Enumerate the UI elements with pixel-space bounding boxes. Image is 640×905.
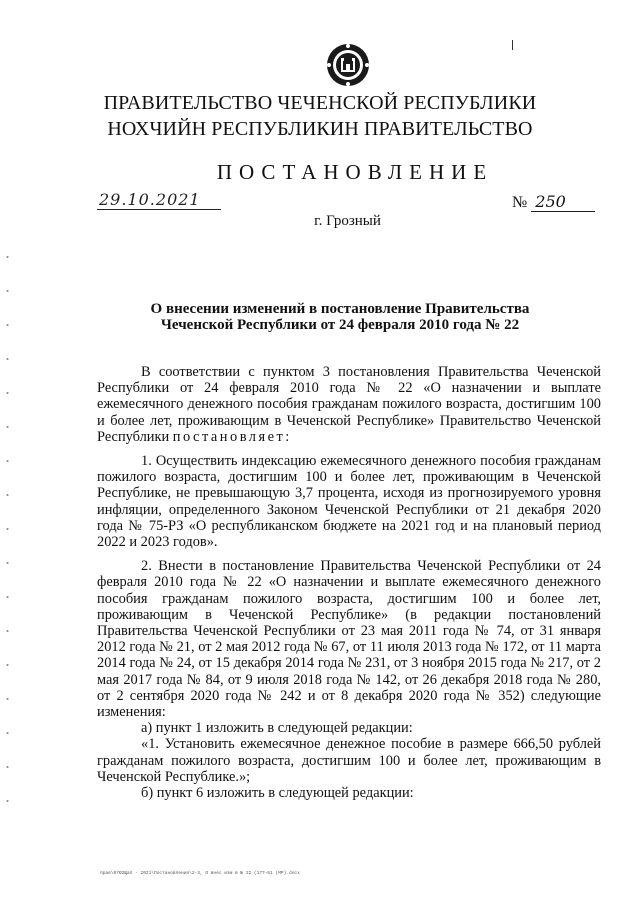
- republic-emblem-icon: [325, 42, 371, 88]
- item-2-paragraph: 2. Внести в постановление Правительства Чеченской Республики от 24 февраля 2010 года № 22 «О назначении и выплате ежемесячного денежного пособия гражданам пожилого возраста, достигшим 100 и более лет, проживающим в Чеченской Республике» (в редакции постановлений Правительства Чеченской Республики от 23 мая 2011 года № 74, от 31 января 2012 года № 21, от 2 мая 2012 года № 67, от 11 июля 2013 года № 172, от 11 марта 2014 года № 24, от 15 декабря 2014 года № 231, от 3 ноября 2015 года № 217, от 2 мая 2017 года № 84, от 9 июля 2018 года № 142, от 26 декабря 2018 года № 280, от 2 сентября 2020 года № 242 и от 8 декабря 2020 года № 352) следующие изменения:: [97, 558, 601, 721]
- quote-a: «1. Установить ежемесячное денежное пособие в размере 666,50 рублей гражданам пожилого возраста, достигшим 100 и более лет, проживающим в Чеченской Республике.»;: [97, 736, 601, 785]
- sub-item-b: б) пункт 6 изложить в следующей редакции:: [141, 785, 414, 802]
- org-name-chechen: НОХЧИЙН РЕСПУБЛИКИН ПРАВИТЕЛЬСТВО: [107, 118, 533, 140]
- subject-line-2: Чеченской Республики от 24 февраля 2010 года № 22: [160, 317, 520, 333]
- file-reference-footer: прав\07Ю2Щап - 2021\Постановления\2-3, О внес изм в № 22 (177—51 (МР).docx: [100, 871, 300, 876]
- document-city: г. Грозный: [314, 213, 381, 229]
- number-label: №: [512, 194, 528, 211]
- number-value: 250: [531, 192, 595, 212]
- item-1-paragraph: 1. Осуществить индексацию ежемесячного денежного пособия гражданам пожилого возраста, достигшим 100 и более лет, проживающим в Чеченской Республике, не превышающую 3,7 процента, исходя из прогнозируемого уровня инфляции, определенного Законом Чеченской Республики от 21 декабря 2020 года № 75-РЗ «О республиканском бюджете на 2021 год и на плановый период 2022 и 2023 годов».: [97, 453, 601, 551]
- org-name-russian: ПРАВИТЕЛЬСТВО ЧЕЧЕНСКОЙ РЕСПУБЛИКИ: [103, 92, 537, 114]
- document-type-title: ПОСТАНОВЛЕНИЕ: [216, 160, 494, 184]
- decree-word: постановляет:: [172, 428, 292, 445]
- subject-line-1: О внесении изменений в постановление Правительства: [150, 301, 530, 317]
- intro-text: В соответствии с пунктом 3 постановления Правительства Чеченской Республики от 24 февраля 2010 года № 22 «О назначении и выплате ежемесячного денежного пособия гражданам пожилого возраста, достигшим 100 и более лет, проживающим в Чеченской Республике» Правительство Чеченской Республики: [97, 364, 601, 445]
- sub-item-a: а) пункт 1 изложить в следующей редакции:: [141, 720, 413, 737]
- document-subject: [0, 301, 640, 333]
- scan-mark: [512, 40, 513, 50]
- document-number: [512, 192, 595, 212]
- intro-paragraph: [97, 364, 601, 445]
- document-body: [97, 364, 601, 801]
- document-date: 29.10.2021: [97, 190, 221, 210]
